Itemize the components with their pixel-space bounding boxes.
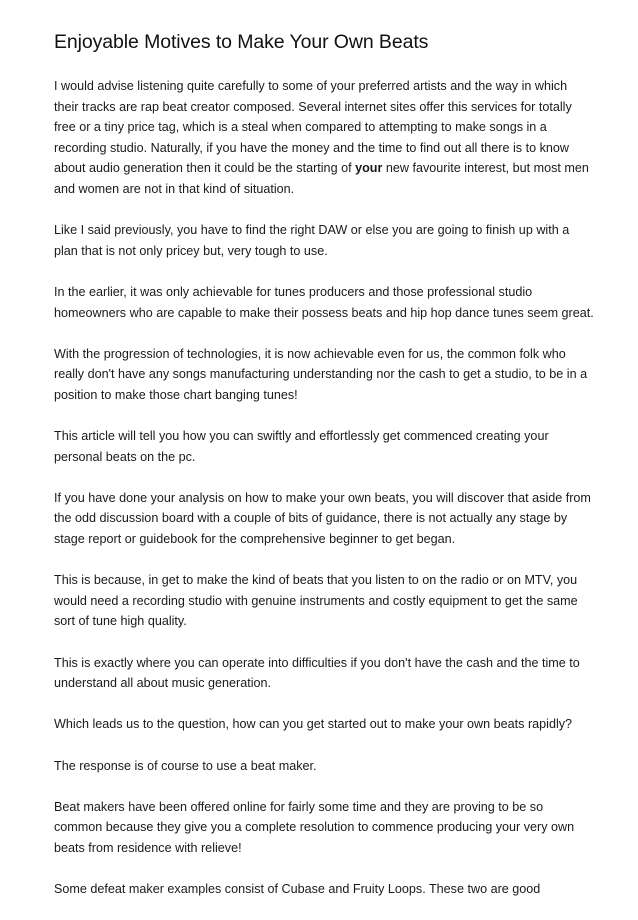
paragraph-1-text-before: I would advise listening quite carefully to some of your preferred artists and the way in which their tracks are rap beat creator composed. Several internet sites offer this services for totally free or a tiny price tag, which is a steal when compared to attempting to make songs in a recording studio. Naturally, if you have the money and the time to find out all there is to know about audio generation then it could be the starting of — [54, 79, 572, 176]
paragraph-7: This is because, in get to make the kind of beats that you listen to on the radio or on MTV, you would need a recording studio with genuine instruments and costly equipment to get the same sort of tune high quality. — [54, 573, 578, 629]
paragraph-12: Some defeat maker examples consist of Cubase and Fruity Loops. These two are good — [54, 882, 541, 897]
paragraph-9: Which leads us to the question, how can you get started out to make your own beats rapidly? — [54, 717, 573, 732]
paragraph-1 — [54, 76, 594, 200]
paragraph-3: In the earlier, it was only achievable for tunes producers and those professional studio homeowners who are capable to make their possess beats and hip hop dance tunes seem great. — [54, 284, 594, 320]
paragraph-6: If you have done your analysis on how to make your own beats, you will discover that aside from the odd discussion board with a couple of bits of guidance, there is not actually any stage by stage report or guidebook for the comprehensive beginner to get began. — [54, 490, 591, 547]
document-title: Enjoyable Motives to Make Your Own Beats — [54, 31, 429, 53]
paragraph-4: With the progression of technologies, it is now achievable even for us, the common folk who really don't have any songs manufacturing understanding nor the cash to get a studio, to be in a position to make those chart banging tunes! — [54, 346, 588, 402]
paragraph-5: This article will tell you how you can swiftly and effortlessly get commenced creating your personal beats on the pc. — [54, 429, 549, 464]
paragraph-11: Beat makers have been offered online for fairly some time and they are proving to be so common because they give you a complete resolution to commence producing your very own beats from residence with relieve! — [54, 799, 575, 855]
paragraph-2: Like I said previously, you have to find the right DAW or else you are going to finish up with a plan that is not only pricey but, very tough to use. — [54, 223, 570, 258]
paragraph-10: The response is of course to use a beat maker. — [54, 758, 317, 773]
paragraph-1-bold-word: your — [355, 161, 383, 176]
document-page — [54, 30, 594, 920]
paragraph-8: This is exactly where you can operate into difficulties if you don't have the cash and the time to understand all about music generation. — [54, 655, 580, 691]
paragraph-1-text-after: new favourite interest, but most men and women are not in that kind of situation. — [54, 161, 589, 196]
